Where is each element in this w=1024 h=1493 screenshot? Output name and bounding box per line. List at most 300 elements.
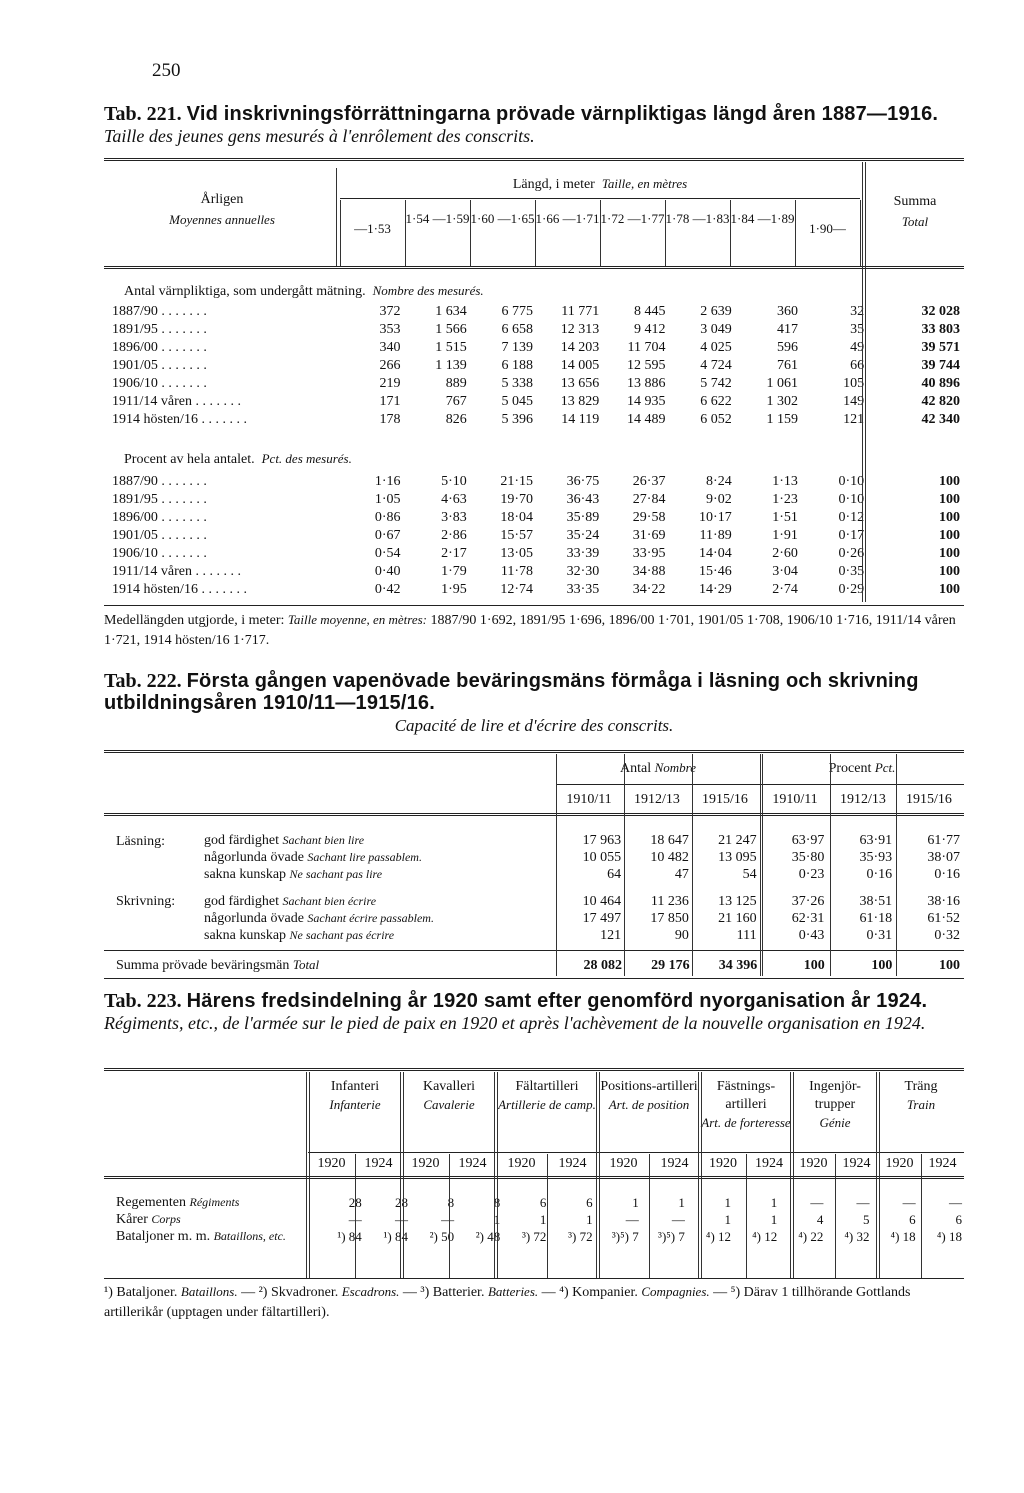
tab223-group-sv: Positions-artilleri bbox=[600, 1079, 698, 1094]
tab221-count-row bbox=[108, 339, 964, 357]
tab222-cell: 21 247 bbox=[718, 833, 757, 848]
tab222-total-cell: 100 bbox=[803, 957, 825, 973]
tab221-count-row-cell: 14 935 bbox=[626, 394, 666, 409]
tab221-count-row-cell: 66 bbox=[850, 358, 865, 373]
tab221-count-row bbox=[108, 357, 964, 375]
tab221-pct-row-cell: 12·74 bbox=[500, 582, 533, 597]
tab221-stub-header-sv: Årligen bbox=[200, 192, 244, 207]
tab223-cell: ³)⁵) 7 bbox=[611, 1229, 639, 1244]
tab221-count-row-cell: 12 595 bbox=[626, 358, 666, 373]
tab222-row-label-fr: Sachant lire passablem. bbox=[307, 850, 422, 864]
tab221-count-row-cell: 35 bbox=[850, 322, 865, 337]
tab221-column-divider bbox=[405, 200, 406, 266]
tab223-cell: ³) 72 bbox=[521, 1229, 547, 1244]
tab223-row-label-sv: Bataljoner m. m. bbox=[116, 1229, 211, 1244]
tab223-year-header: 1920 bbox=[609, 1156, 638, 1171]
tab221-count-row-cell: 14 119 bbox=[561, 412, 600, 427]
tab223-footnotes bbox=[104, 1282, 964, 1323]
tab223-group-divider bbox=[306, 1072, 310, 1278]
tab223-year-header: 1920 bbox=[317, 1156, 346, 1171]
tab222-cell: 90 bbox=[674, 928, 689, 943]
tab223-cell: 6 bbox=[955, 1212, 962, 1227]
tab221-total-divider bbox=[862, 162, 866, 602]
tab223-cell: ²) 50 bbox=[429, 1229, 455, 1244]
tab222-cell: 17 850 bbox=[650, 911, 689, 926]
tab222-cell: 0·16 bbox=[934, 867, 960, 882]
tab221-pct-row-cell: 9·02 bbox=[706, 492, 732, 507]
tab222-body-table bbox=[200, 832, 964, 944]
tab223-group-rule bbox=[308, 1152, 964, 1153]
tab223-cell: — bbox=[348, 1212, 362, 1227]
tab221-pct-row-cell: 1·95 bbox=[441, 582, 467, 597]
tab221-count-row-cell: 32 bbox=[850, 304, 865, 319]
tab222-row-label-sv: någorlunda övade bbox=[204, 911, 304, 926]
tab222-row-label-fr: Sachant bien écrire bbox=[282, 894, 377, 908]
tab221-count-row-cell: 3 049 bbox=[700, 322, 732, 337]
tab222-cell: 0·31 bbox=[866, 928, 893, 943]
tab221-count-row-label: 1901/05 . . . . . . . bbox=[112, 358, 207, 373]
tab223-footnote-4-fr: Compagnies. bbox=[641, 1284, 710, 1299]
tab221-bottom-rule bbox=[104, 605, 964, 606]
tab223-group-header bbox=[792, 1078, 878, 1132]
leader-dots: . . . . . . . bbox=[197, 582, 247, 597]
tab221-pct-row-cell: 1·51 bbox=[772, 510, 798, 525]
tab221-count-row-cell: 12 313 bbox=[560, 322, 600, 337]
tab223-year-header: 1924 bbox=[842, 1156, 871, 1171]
tab222-cell: 61·77 bbox=[927, 833, 960, 848]
tab223-cell: 4 bbox=[816, 1212, 824, 1227]
tab221-pct-row-cell: 1·23 bbox=[772, 492, 798, 507]
tab221-pct-row-cell: 35·24 bbox=[566, 528, 600, 543]
tab222-cell: 62·31 bbox=[791, 911, 825, 926]
tab223-cell: 8 bbox=[493, 1195, 501, 1210]
tab221-pct-row bbox=[108, 491, 964, 509]
tab221-pct-row-cell: 1·05 bbox=[374, 492, 401, 507]
tab221-section1-title bbox=[124, 283, 484, 300]
tab223-bottom-rule bbox=[104, 1278, 964, 1279]
tab222-row-label-sv: god färdighet bbox=[204, 833, 280, 848]
tab222-row bbox=[200, 927, 964, 944]
tab221-count-row-cell: 1 634 bbox=[435, 304, 467, 319]
tab222-cell: 35·93 bbox=[859, 850, 893, 865]
tab221-count-row-cell: 1 139 bbox=[435, 358, 467, 373]
tab221-pct-row-cell: 11·89 bbox=[699, 528, 732, 543]
tab223-group-sv: Infanteri bbox=[330, 1079, 380, 1094]
tab223-year-divider bbox=[547, 1154, 548, 1278]
tab222-cell: 64 bbox=[607, 867, 622, 882]
tab221-count-row bbox=[108, 393, 964, 411]
tab221-pct-row-cell: 15·46 bbox=[699, 564, 732, 579]
tab221-count-row-cell: 4 724 bbox=[700, 358, 732, 373]
tab221-pct-row-cell: 8·24 bbox=[706, 474, 732, 489]
tab222-cell: 38·51 bbox=[859, 894, 893, 909]
tab221-column-divider bbox=[535, 200, 536, 266]
tab222-row-label-sv: sakna kunskap bbox=[204, 867, 287, 882]
tab221-count-row-cell: 360 bbox=[776, 304, 798, 319]
tab221-column-header: 1·66 —1·71 bbox=[535, 211, 600, 226]
tab222-cell: 111 bbox=[736, 928, 757, 943]
leader-dots: . . . . . . . bbox=[157, 304, 207, 319]
tab222-column-divider bbox=[692, 754, 693, 976]
tab221-count-row-cell: 5 742 bbox=[700, 376, 732, 391]
tab221-count-row-cell: 2 639 bbox=[700, 304, 732, 319]
tab222-row-label bbox=[200, 849, 557, 866]
tab221-count-row-total: 42 340 bbox=[921, 412, 960, 427]
tab222-row-label bbox=[200, 888, 557, 910]
tab221-count-row-cell: 6 052 bbox=[700, 412, 732, 427]
tab223-row-label-sv: Regementen bbox=[116, 1195, 186, 1210]
tab221-column-header: —1·53 bbox=[354, 221, 391, 236]
tab223-year-header: 1924 bbox=[364, 1156, 393, 1171]
tab221-pct-row-cell: 3·83 bbox=[441, 510, 467, 525]
tab223-year-divider bbox=[921, 1154, 922, 1278]
tab222-title-fr: Capacité de lire et d'écrire des conscrits. bbox=[394, 716, 674, 735]
tab221-pct-row-cell: 21·15 bbox=[500, 474, 533, 489]
tab223-cell: 1 bbox=[586, 1212, 593, 1227]
tab223-cell: 1 bbox=[632, 1195, 639, 1210]
tab221-note-values: 1887/90 1·692, 1891/95 1·696, 1896/00 1·701, 1901/05 1·708, 1906/10 1·716, 1911/14 våren 1·721, 1914 hösten/16 1·717. bbox=[104, 613, 956, 648]
tab221-section2-sv: Procent av hela antalet. bbox=[124, 452, 255, 467]
tab221-count-row-cell: 5 338 bbox=[501, 376, 533, 391]
tab221-pct-row-cell: 14·04 bbox=[699, 546, 732, 561]
tab223-body-table bbox=[112, 1194, 964, 1245]
tab223-year-header: 1920 bbox=[411, 1156, 440, 1171]
tab223-cell: 1 bbox=[724, 1212, 732, 1227]
tab221-count-row-cell: 7 139 bbox=[501, 340, 533, 355]
tab223-footnote-2: — ²) Skvadroner. bbox=[241, 1285, 339, 1300]
tab222-cell: 13 125 bbox=[718, 894, 757, 909]
tab222-total-cell: 28 082 bbox=[583, 957, 623, 973]
tab221-count-row bbox=[108, 321, 964, 339]
tab221-count-row-cell: 6 188 bbox=[501, 358, 533, 373]
tab221-pct-row-cell: 33·95 bbox=[632, 546, 666, 561]
tab223-group-header bbox=[598, 1078, 700, 1114]
tab221-pct-row-cell: 0·10 bbox=[838, 474, 865, 489]
tab222-year-header: 1912/13 bbox=[840, 792, 886, 807]
tab221-pct-row-cell: 2·60 bbox=[772, 546, 798, 561]
tab221-count-row-cell: 13 656 bbox=[560, 376, 600, 391]
tab223-group-sv: Ingenjör-trupper bbox=[809, 1079, 861, 1112]
tab221-pct-row-cell: 4·63 bbox=[441, 492, 467, 507]
tab221-note-fr: Taille moyenne, en mètres: bbox=[287, 612, 428, 627]
tab222-row bbox=[200, 849, 964, 866]
tab223-group-fr: Art. de forteresse bbox=[701, 1115, 791, 1130]
tab221-count-row bbox=[108, 303, 964, 321]
tab221-count-row-cell: 761 bbox=[776, 358, 798, 373]
tab221-pct-row-cell: 33·35 bbox=[566, 582, 600, 597]
tab221-count-row-cell: 14 005 bbox=[560, 358, 600, 373]
tab222-group2-fr: Pct. bbox=[874, 760, 896, 775]
tab222-row bbox=[200, 910, 964, 927]
tab221-heading bbox=[104, 103, 964, 147]
tab221-pct-row-cell: 11·78 bbox=[500, 564, 533, 579]
tab221-pct-row-cell: 1·91 bbox=[772, 528, 798, 543]
tab223-row-label-sv: Kårer bbox=[116, 1212, 148, 1227]
tab221-pct-row-cell: 26·37 bbox=[632, 474, 666, 489]
tab221-column-divider bbox=[600, 200, 601, 266]
tab222-column-divider bbox=[760, 754, 761, 976]
tab221-pct-row-cell: 36·75 bbox=[566, 474, 600, 489]
tab223-year-header: 1920 bbox=[885, 1156, 914, 1171]
tab223-footnote-3: — ³) Batterier. bbox=[402, 1285, 485, 1300]
tab222-number: Tab. 222. bbox=[104, 670, 182, 692]
tab223-group-fr: Art. de position bbox=[608, 1097, 690, 1112]
tab222-cell: 13 095 bbox=[718, 850, 757, 865]
tab223-group-header bbox=[308, 1078, 402, 1114]
tab221-pct-row-cell: 0·10 bbox=[838, 492, 865, 507]
tab221-column-header: 1·54 —1·59 bbox=[405, 211, 470, 226]
leader-dots: . . . . . . . bbox=[157, 340, 207, 355]
tab221-pct-row-cell: 0·26 bbox=[838, 546, 865, 561]
leader-dots: . . . . . . . bbox=[157, 546, 207, 561]
tab221-pct-row-cell: 19·70 bbox=[500, 492, 533, 507]
tab222-row bbox=[200, 866, 964, 888]
tab221-count-row-label: 1891/95 . . . . . . . bbox=[112, 322, 207, 337]
tab223-cell: ⁴) 12 bbox=[705, 1229, 732, 1244]
tab221-count-row-cell: 11 771 bbox=[561, 304, 600, 319]
leader-dots: . . . . . . . bbox=[157, 492, 207, 507]
tab222-cell: 35·80 bbox=[791, 850, 825, 865]
tab221-column-divider bbox=[730, 200, 731, 266]
tab223-footnote-1-fr: Bataillons. bbox=[180, 1284, 238, 1299]
tab221-count-row-cell: 11 704 bbox=[627, 340, 666, 355]
tab221-count-row-cell: 353 bbox=[379, 322, 401, 337]
tab222-cell: 17 497 bbox=[582, 911, 622, 926]
tab222-heading bbox=[104, 670, 964, 714]
tab223-cell: 28 bbox=[394, 1195, 408, 1210]
tab221-count-row-cell: 171 bbox=[379, 394, 401, 409]
tab221-count-row-cell: 49 bbox=[850, 340, 865, 355]
tab222-year-header: 1915/16 bbox=[702, 792, 748, 807]
tab223-heading bbox=[104, 990, 964, 1034]
tab221-pct-row-label: 1891/95 . . . . . . . bbox=[112, 492, 207, 507]
tab222-total-row bbox=[112, 956, 964, 974]
tab223-cell: ⁴) 18 bbox=[936, 1229, 962, 1244]
tab222-cell: 0·43 bbox=[798, 928, 825, 943]
tab223-group-header bbox=[496, 1078, 598, 1114]
tab221-title-sv: Vid inskrivningsförrättningarna prövade värnpliktigas längd åren 1887—1916. bbox=[186, 103, 939, 125]
tab223-cell: 6 bbox=[586, 1195, 593, 1210]
tab221-count-row-cell: 596 bbox=[776, 340, 798, 355]
tab222-column-divider bbox=[762, 754, 763, 976]
tab223-cell: 1 bbox=[539, 1212, 547, 1227]
tab221-mean-height-note bbox=[104, 610, 964, 651]
tab221-group-header bbox=[340, 176, 860, 193]
tab221-count-row-cell: 6 775 bbox=[501, 304, 533, 319]
tab222-cell: 37·26 bbox=[791, 894, 825, 909]
tab221-count-row-cell: 6 658 bbox=[501, 322, 533, 337]
tab221-pct-row-total: 100 bbox=[939, 492, 960, 507]
tab221-pct-row-cell: 0·67 bbox=[374, 528, 401, 543]
tab221-section1-fr: Nombre des mesurés. bbox=[372, 283, 484, 298]
tab222-cell: 121 bbox=[600, 928, 622, 943]
tab222-row-label-sv: god färdighet bbox=[204, 894, 280, 909]
tab221-group-rule bbox=[340, 198, 860, 199]
leader-dots: . . . . . . . bbox=[191, 394, 241, 409]
tab223-year-header: 1924 bbox=[660, 1156, 689, 1171]
tab222-group1-fr: Nombre bbox=[654, 760, 696, 775]
tab221-pct-row-cell: 18·04 bbox=[500, 510, 533, 525]
tab222-group2-sv: Procent bbox=[828, 761, 872, 776]
tab221-title-fr: Taille des jeunes gens mesurés à l'enrôlement des conscrits. bbox=[104, 126, 535, 146]
tab221-pct-row-cell: 0·42 bbox=[374, 582, 401, 597]
tab221-count-row-cell: 417 bbox=[776, 322, 798, 337]
tab221-count-row-cell: 1 061 bbox=[766, 376, 798, 391]
tab221-pct-row-cell: 1·13 bbox=[772, 474, 798, 489]
tab221-percent-table bbox=[108, 473, 964, 599]
tab222-year-header: 1912/13 bbox=[634, 792, 680, 807]
tab223-row-label bbox=[112, 1228, 318, 1245]
tab221-pct-row-cell: 0·17 bbox=[838, 528, 865, 543]
tab221-pct-row-cell: 0·12 bbox=[838, 510, 865, 525]
tab221-pct-row-cell: 15·57 bbox=[500, 528, 533, 543]
tab222-total-sv: Summa prövade beväringsmän bbox=[116, 958, 290, 973]
tab222-total-cell: 29 176 bbox=[651, 957, 690, 973]
tab222-bottom-rule bbox=[104, 978, 964, 979]
tab222-column-divider bbox=[624, 754, 625, 976]
tab222-total-cell: 100 bbox=[871, 957, 893, 973]
tab221-count-row-cell: 8 445 bbox=[633, 304, 666, 319]
tab221-column-header: 1·84 —1·89 bbox=[730, 211, 795, 226]
tab223-footnote-5: — ⁵) Därav 1 tillhörande Gottlands artillerikår (upptagen under fältartilleri). bbox=[104, 1285, 911, 1320]
tab221-pct-row-cell: 32·30 bbox=[566, 564, 600, 579]
tab221-count-row-total: 42 820 bbox=[921, 394, 960, 409]
tab222-title-sv: Första gången vapenövade beväringsmäns förmåga i läsning och skrivning utbildningsåren 1910/11—1915/16. bbox=[104, 670, 919, 714]
tab221-pct-row-cell: 2·86 bbox=[441, 528, 467, 543]
tab221-group-header-sv: Längd, i meter bbox=[512, 177, 595, 192]
tab223-cell: ¹) 84 bbox=[337, 1229, 362, 1244]
tab222-total-cell: 100 bbox=[939, 957, 960, 973]
tab223-row bbox=[112, 1194, 964, 1211]
tab223-cell: — bbox=[625, 1212, 639, 1227]
tab223-footnote-4: — ⁴) Kompanier. bbox=[541, 1285, 638, 1300]
tab223-cell: 1 bbox=[724, 1195, 732, 1210]
tab222-row-label bbox=[200, 927, 557, 944]
tab221-count-row-cell: 1 515 bbox=[435, 340, 467, 355]
tab223-cell: ⁴) 32 bbox=[844, 1229, 870, 1244]
tab222-year-header: 1910/11 bbox=[566, 792, 612, 807]
tab223-year-divider bbox=[746, 1154, 747, 1278]
tab223-cell: — bbox=[671, 1212, 685, 1227]
tab222-cell: 10 055 bbox=[582, 850, 622, 865]
tab221-count-row-label: 1887/90 . . . . . . . bbox=[112, 304, 207, 319]
tab222-writing-label: Skrivning: bbox=[116, 894, 176, 909]
tab221-count-row-total: 33 803 bbox=[921, 322, 960, 337]
tab223-cell: — bbox=[394, 1212, 408, 1227]
tab221-count-row-label: 1896/00 . . . . . . . bbox=[112, 340, 207, 355]
tab223-group-fr: Génie bbox=[819, 1115, 851, 1130]
tab222-row-label-sv: sakna kunskap bbox=[204, 928, 287, 943]
tab221-pct-row bbox=[108, 473, 964, 491]
tab221-count-row-cell: 149 bbox=[843, 394, 865, 409]
tab223-group-divider bbox=[494, 1072, 498, 1278]
tab223-group-sv: Fästnings-artilleri bbox=[716, 1079, 776, 1112]
tab221-pct-row bbox=[108, 545, 964, 563]
tab221-pct-row-cell: 14·29 bbox=[699, 582, 732, 597]
tab221-pct-row-cell: 0·29 bbox=[838, 582, 865, 597]
tab222-group1-sv: Antal bbox=[619, 761, 652, 776]
tab223-cell: — bbox=[902, 1195, 916, 1210]
tab221-note-sv: Medellängden utgjorde, i meter: bbox=[104, 613, 285, 628]
tab222-cell: 0·23 bbox=[798, 867, 825, 882]
tab223-cell: ⁴) 12 bbox=[752, 1229, 778, 1244]
tab221-count-row-cell: 5 045 bbox=[501, 394, 533, 409]
tab221-pct-row-cell: 1·16 bbox=[374, 474, 401, 489]
tab222-total-table bbox=[112, 956, 964, 974]
tab222-cell: 21 160 bbox=[718, 911, 757, 926]
tab222-top-rule bbox=[104, 750, 964, 753]
tab223-year-divider bbox=[649, 1154, 650, 1278]
tab221-column-divider bbox=[860, 200, 861, 266]
tab221-pct-row-cell: 3·04 bbox=[772, 564, 798, 579]
leader-dots: . . . . . . . bbox=[157, 358, 207, 373]
tab221-column-header: 1·90— bbox=[809, 221, 846, 236]
tab223-year-header: 1924 bbox=[458, 1156, 487, 1171]
tab221-top-rule bbox=[104, 158, 964, 161]
tab221-column-divider bbox=[470, 200, 471, 266]
tab222-cell: 10 464 bbox=[582, 894, 622, 909]
tab221-count-row-cell: 340 bbox=[379, 340, 401, 355]
tab221-count-row-total: 39 744 bbox=[921, 358, 960, 373]
tab222-row-label bbox=[200, 866, 557, 888]
tab221-pct-row-cell: 29·58 bbox=[632, 510, 666, 525]
tab223-cell: 5 bbox=[863, 1212, 870, 1227]
tab222-row-label bbox=[200, 910, 557, 927]
tab222-cell: 61·18 bbox=[859, 911, 893, 926]
tab221-count-row-total: 40 896 bbox=[921, 376, 960, 391]
leader-dots: . . . . . . . bbox=[157, 474, 207, 489]
tab221-column-header: 1·72 —1·77 bbox=[600, 211, 665, 226]
tab223-footnote-2-fr: Escadrons. bbox=[341, 1284, 400, 1299]
tab222-reading-label: Läsning: bbox=[116, 834, 165, 849]
tab223-cell: — bbox=[856, 1195, 870, 1210]
tab221-count-row-cell: 4 025 bbox=[700, 340, 732, 355]
tab221-column-header: 1·78 —1·83 bbox=[665, 211, 730, 226]
tab223-group-divider bbox=[876, 1072, 880, 1278]
tab223-cell: 8 bbox=[447, 1195, 455, 1210]
tab222-cell: 38·07 bbox=[927, 850, 960, 865]
tab223-cell: ³) 72 bbox=[568, 1229, 593, 1244]
tab221-pct-row-label: 1901/05 . . . . . . . bbox=[112, 528, 207, 543]
tab223-group-header bbox=[878, 1078, 964, 1114]
tab221-pct-row-total: 100 bbox=[939, 546, 960, 561]
leader-dots: . . . . . . . bbox=[157, 528, 207, 543]
tab222-total-cell: 34 396 bbox=[718, 957, 758, 973]
tab221-pct-row-label: 1906/10 . . . . . . . bbox=[112, 546, 207, 561]
tab221-pct-row-total: 100 bbox=[939, 582, 960, 597]
tab222-cell: 47 bbox=[674, 867, 689, 882]
tab221-column-header: 1·60 —1·65 bbox=[470, 211, 535, 226]
tab223-cell: 1 bbox=[770, 1212, 778, 1227]
tab222-row-label-fr: Sachant écrire passablem. bbox=[307, 911, 434, 925]
tab222-group2-header bbox=[762, 760, 962, 777]
tab223-title-fr: Régiments, etc., de l'armée sur le pied de paix en 1920 et après l'achèvement de la nouvelle organisation en 1924. bbox=[104, 1013, 926, 1033]
tab223-cell: 6 bbox=[539, 1195, 547, 1210]
tab221-count-row-cell: 826 bbox=[445, 412, 467, 427]
tab221-count-row-cell: 372 bbox=[379, 304, 401, 319]
tab223-cell: 1 bbox=[770, 1195, 778, 1210]
tab221-pct-row-total: 100 bbox=[939, 528, 960, 543]
tab221-pct-row-total: 100 bbox=[939, 564, 960, 579]
tab223-footnote-1: ¹) Bataljoner. bbox=[104, 1285, 178, 1300]
tab221-pct-row-total: 100 bbox=[939, 510, 960, 525]
tab221-count-row bbox=[108, 411, 964, 429]
tab221-pct-row bbox=[108, 527, 964, 545]
tab221-column-divider bbox=[340, 200, 341, 266]
tab221-pct-row bbox=[108, 509, 964, 527]
tab221-pct-row-total: 100 bbox=[939, 474, 960, 489]
tab223-group-fr: Infanterie bbox=[329, 1097, 381, 1112]
